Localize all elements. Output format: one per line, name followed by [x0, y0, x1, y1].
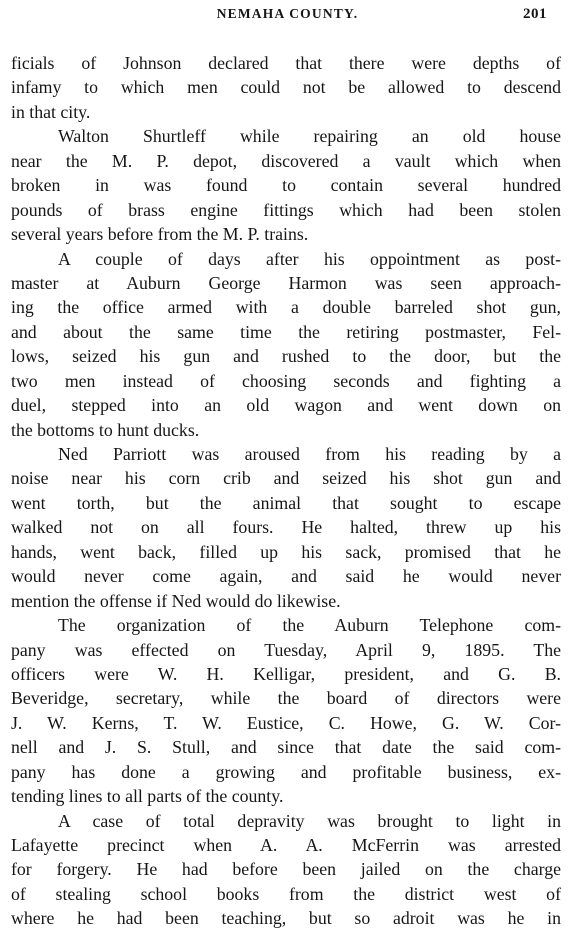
text-line: ing the office armed with a double barreled shot gun, — [11, 297, 561, 318]
text-line: Ned Parriott was aroused from his reading by a — [58, 444, 561, 464]
text-line: ficials of Johnson declared that there were depths of — [11, 53, 561, 73]
text-line: officers were W. H. Kelligar, president, and G. B. — [11, 663, 561, 684]
text-line: noise near his corn crib and seized his shot gun and — [11, 468, 561, 489]
text-line: pounds of brass engine fittings which had been stolen — [11, 199, 561, 220]
text-line: went torth, but the animal that sought to escape — [11, 492, 561, 513]
running-head: NEMAHA COUNTY. — [216, 6, 359, 21]
page-number: 201 — [523, 6, 547, 22]
text-line: hands, went back, filled up his sack, promised that he — [11, 541, 561, 562]
text-line: master at Auburn George Harmon was seen approach- — [11, 272, 561, 293]
text-line: two men instead of choosing seconds and fighting a — [11, 370, 561, 391]
text-line: Walton Shurtleff while repairing an old house — [58, 126, 561, 147]
text-line: nell and J. S. Stull, and since that date the said com- — [11, 737, 561, 758]
text-line: pany was effected on Tuesday, April 9, 1895. The — [11, 639, 561, 660]
text-line: several years before from the M. P. trains. — [11, 224, 309, 245]
text-line: A case of total depravity was brought to light in — [58, 810, 561, 831]
text-line: broken in was found to contain several hundred — [11, 175, 561, 196]
text-line: where he had been teaching, but so adroit was he in — [11, 908, 561, 929]
text-line: would never come again, and said he would never — [11, 566, 561, 587]
text-line: tending lines to all parts of the county. — [11, 786, 284, 807]
text-line: mention the offense if Ned would do likewise. — [11, 590, 341, 611]
text-line: Beveridge, secretary, while the board of directors were — [11, 688, 561, 709]
text-line: near the M. P. depot, discovered a vault which when — [11, 150, 561, 171]
page-header — [0, 6, 575, 36]
text-line: for forgery. He had before been jailed on the charge — [11, 859, 561, 880]
text-line: the bottoms to hunt ducks. — [11, 419, 200, 440]
text-line: A couple of days after his oppointment as post- — [58, 248, 561, 269]
text-line: duel, stepped into an old wagon and went down on — [11, 395, 561, 416]
text-line: walked not on all fours. He halted, threw up his — [11, 517, 561, 538]
text-line: pany has done a growing and profitable business, ex- — [11, 761, 561, 782]
text-line: infamy to which men could not be allowed to descend — [11, 77, 561, 98]
text-line: J. W. Kerns, T. W. Eustice, C. Howe, G. W. Cor- — [11, 712, 561, 733]
text-line: of stealing school books from the district west of — [11, 883, 561, 904]
text-line: and about the same time the retiring postmaster, Fel- — [11, 321, 561, 342]
text-line: lows, seized his gun and rushed to the door, but the — [11, 346, 561, 367]
text-line: The organization of the Auburn Telephone com- — [58, 615, 561, 636]
text-line: in that city. — [11, 101, 91, 122]
text-line: Lafayette precinct when A. A. McFerrin was arrested — [11, 835, 561, 855]
body-text — [0, 51, 575, 931]
